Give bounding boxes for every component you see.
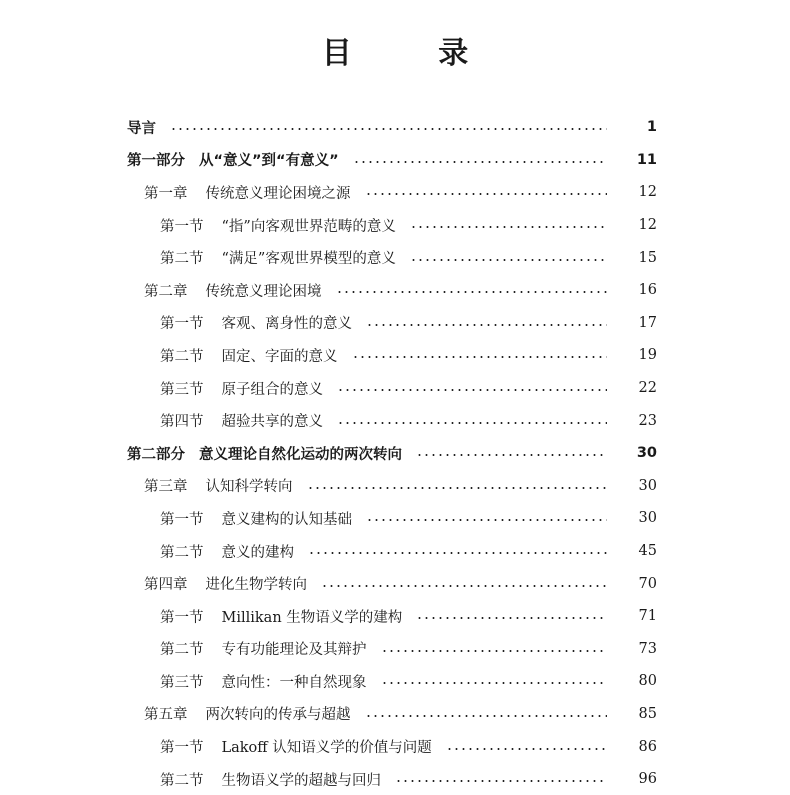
dot-leader: [307, 487, 608, 489]
toc-entry[interactable]: [0, 209, 790, 242]
toc-entry-title: 传统意义理论困境: [205, 283, 322, 300]
toc-entry[interactable]: [0, 241, 790, 274]
dot-leader: [446, 748, 607, 750]
toc-entry-label: 第一节: [160, 740, 204, 757]
dot-leader: [395, 780, 607, 782]
toc-entry-label: 第三节: [160, 674, 204, 691]
toc-entry-page-number: 85: [638, 705, 657, 722]
toc-entry-title: 意义理论自然化运动的两次转向: [199, 446, 402, 463]
toc-entry-title: 固定、字面的意义: [221, 348, 338, 365]
toc-entry-label: 第二节: [160, 772, 204, 789]
toc-entry[interactable]: [0, 144, 790, 177]
dot-leader: [337, 389, 607, 391]
toc-entry-label: 第三章: [144, 479, 188, 496]
dot-leader: [308, 552, 607, 554]
toc-entry-title: 传统意义理论困境之源: [205, 185, 351, 202]
toc-entry[interactable]: [0, 535, 790, 568]
toc-entry-page-number: 16: [638, 282, 657, 299]
dot-leader: [410, 226, 607, 228]
toc-entry-page-number: 73: [638, 640, 657, 657]
toc-entry[interactable]: [0, 763, 790, 795]
toc-entry-title: 进化生物学转向: [205, 577, 307, 594]
toc-entry-title: 认知科学转向: [205, 479, 293, 496]
toc-entry[interactable]: [0, 633, 790, 666]
toc-entry-page-number: 30: [636, 445, 657, 462]
toc-entry-page-number: 1: [646, 119, 657, 136]
toc-entry[interactable]: [0, 274, 790, 307]
dot-leader: [352, 356, 608, 358]
toc-entry[interactable]: [0, 437, 790, 470]
toc-entry-label: 第二节: [160, 642, 204, 659]
dot-leader: [381, 650, 608, 652]
dot-leader: [365, 715, 608, 717]
toc-entry-page-number: 12: [638, 184, 657, 201]
toc-entry-title: 意向性：一种自然现象: [221, 674, 367, 691]
dot-leader: [336, 291, 608, 293]
toc-entry-page-number: 70: [638, 575, 657, 592]
toc-entry[interactable]: [0, 339, 790, 372]
toc-entry-label: 第一节: [160, 218, 204, 235]
toc-entry-title: Lakoff 认知语义学的价值与问题: [221, 740, 432, 757]
toc-entry[interactable]: [0, 372, 790, 405]
toc-entry-page-number: 11: [636, 151, 657, 168]
toc-entry[interactable]: [0, 111, 790, 144]
toc-entry-page-number: 22: [638, 380, 657, 397]
toc-entry[interactable]: [0, 567, 790, 600]
dot-leader: [353, 161, 607, 163]
toc-entry-label: 第四节: [160, 414, 204, 431]
toc-entry-label: 第二部分: [127, 446, 185, 463]
toc-entry-page-number: 86: [638, 738, 657, 755]
toc-entry-title: 从“意义”到“有意义”: [199, 153, 339, 170]
dot-leader: [410, 259, 607, 261]
toc-entry-page-number: 45: [638, 543, 657, 560]
toc-entry-title: 超验共享的意义: [221, 414, 323, 431]
toc-entry-label: 第一章: [144, 185, 188, 202]
dot-leader: [365, 193, 608, 195]
toc-entry-label: 第一节: [160, 316, 204, 333]
table-of-contents: [0, 111, 790, 795]
toc-entry-page-number: 17: [638, 314, 657, 331]
toc-entry-title: Millikan 生物语义学的建构: [221, 609, 403, 626]
toc-entry-title: 专有功能理论及其辩护: [221, 642, 367, 659]
toc-entry-label: 第二章: [144, 283, 188, 300]
toc-entry[interactable]: [0, 404, 790, 437]
toc-entry-title: 意义建构的认知基础: [221, 511, 352, 528]
toc-entry-page-number: 23: [638, 412, 657, 429]
toc-entry-page-number: 96: [638, 771, 657, 788]
toc-entry[interactable]: [0, 730, 790, 763]
dot-leader: [337, 422, 607, 424]
toc-entry[interactable]: [0, 665, 790, 698]
toc-entry-page-number: 71: [638, 608, 657, 625]
toc-entry-label: 第四章: [144, 577, 188, 594]
dot-leader: [416, 617, 607, 619]
toc-entry-label: 第二节: [160, 348, 204, 365]
toc-entry-page-number: 80: [638, 673, 657, 690]
toc-entry[interactable]: [0, 470, 790, 503]
toc-entry-title: “指”向客观世界范畴的意义: [221, 218, 396, 235]
toc-entry-page-number: 30: [638, 510, 657, 527]
toc-entry-label: 第一节: [160, 511, 204, 528]
toc-entry-title: 两次转向的传承与超越: [205, 707, 351, 724]
toc-entry-label: 第二节: [160, 251, 204, 268]
toc-entry[interactable]: [0, 176, 790, 209]
toc-entry-page-number: 15: [638, 249, 657, 266]
toc-entry-label: 第三节: [160, 381, 204, 398]
toc-entry[interactable]: [0, 502, 790, 535]
dot-leader: [321, 585, 607, 587]
dot-leader: [366, 519, 607, 521]
toc-entry-title: 意义的建构: [221, 544, 294, 561]
dot-leader: [416, 454, 607, 456]
toc-entry[interactable]: [0, 307, 790, 340]
toc-entry-page-number: 30: [638, 477, 657, 494]
toc-entry-title: 客观、离身性的意义: [221, 316, 352, 333]
toc-entry-label: 第五章: [144, 707, 188, 724]
toc-entry-title: 原子组合的意义: [221, 381, 323, 398]
dot-leader: [366, 324, 607, 326]
page-title: 目 录: [321, 36, 507, 71]
toc-entry-title: 生物语义学的超越与回归: [221, 772, 381, 789]
dot-leader: [381, 682, 608, 684]
toc-entry-label: 第二节: [160, 544, 204, 561]
toc-entry-title: “满足”客观世界模型的意义: [221, 251, 396, 268]
toc-entry[interactable]: [0, 698, 790, 731]
toc-entry-label: 第一节: [160, 609, 204, 626]
toc-entry-page-number: 12: [638, 217, 657, 234]
toc-entry-label: 导言: [127, 120, 156, 137]
toc-entry-label: 第一部分: [127, 153, 185, 170]
toc-entry-page-number: 19: [638, 347, 657, 364]
toc-entry[interactable]: [0, 600, 790, 633]
dot-leader: [170, 128, 607, 130]
